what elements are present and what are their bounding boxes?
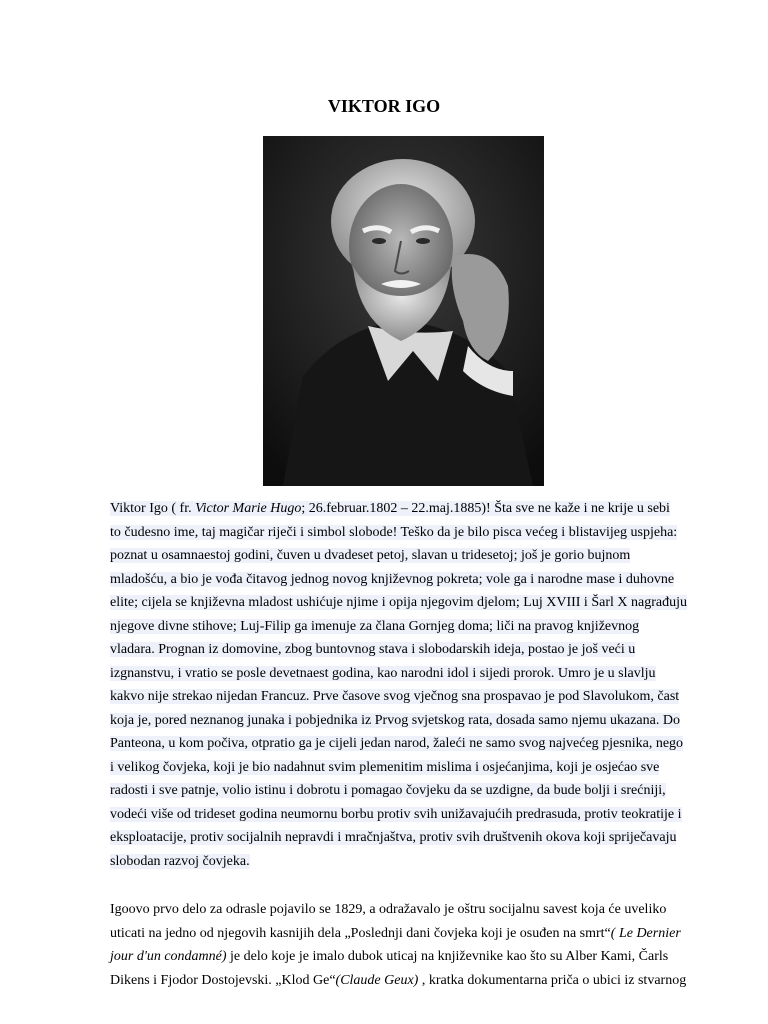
- portrait-photo-icon: [263, 136, 544, 486]
- text-line: [110, 685, 698, 709]
- text-segment: uticati na jedno od njegovih kasnijih dela „Poslednji dani čovjeka koji je osuđen na smrt“: [110, 925, 611, 941]
- text-segment: Igoovo prvo delo za odrasle pojavilo se 1829, a odražavalo je oštru socijalnu savest koja će uveliko: [110, 902, 667, 917]
- text-segment: (Claude Geux): [335, 972, 419, 988]
- text-line: [110, 615, 698, 639]
- paragraph-first-work: [110, 898, 698, 992]
- text-line: [110, 591, 698, 615]
- text-segment: izgnanstvu, i vratio se posle devetnaest godina, kao narodni idol i sijedi prorok. Umro je u slavlju: [110, 665, 656, 681]
- text-segment: Victor Marie Hugo: [195, 501, 302, 516]
- text-segment: Viktor Igo ( fr.: [110, 501, 196, 516]
- text-segment: poznat u osamnaestoj godini, čuven u dvadeset petoj, slavan u tridesetoj; još je gorio bujnom: [110, 548, 631, 563]
- text-line: [110, 497, 698, 521]
- text-line: [110, 826, 698, 850]
- text-segment: koja je, pored neznanog junaka i pobjednika iz Prvog svjetskog rata, dosada samo njemu ukazana. Do: [110, 712, 680, 728]
- text-segment: Panteona, u kom počiva, otpratio ga je cijeli jedan narod, žaleći ne samo svog najvećeg pjesnika, nego: [110, 736, 684, 751]
- text-segment: Dikens i Fjodor Dostojevski. „Klod Ge“: [110, 972, 336, 988]
- text-line: [110, 803, 698, 827]
- text-line: [110, 521, 698, 545]
- text-segment: to čudesno ime, taj magičar riječi i simbol slobode! Teško da je bilo pisca većeg i blistavijeg uspjeha:: [110, 524, 678, 540]
- text-segment: njegove divne stihove; Luj-Filip ga imenuje za člana Gornjeg doma; liči na pravog književnog: [110, 618, 640, 634]
- text-segment: vodeći više od trideset godina neumornu borbu protiv svih unižavajućih predrasuda, protiv teokratije i: [110, 806, 682, 822]
- text-line: [110, 732, 698, 756]
- text-segment: i velikog čovjeka, koji je bio nadahnut svim plemenitim mislima i osjećanjima, koji je osjećao sve: [110, 759, 660, 775]
- paragraph-biography: [110, 497, 698, 873]
- text-segment: jour d'un condamné): [110, 949, 227, 964]
- text-segment: radosti i sve patnje, volio istinu i dobrotu i pomagao čovjeku da se uzdigne, da bude bolji i srećniji,: [110, 783, 666, 798]
- text-line: [110, 945, 698, 969]
- text-segment: , kratka dokumentarna priča o ubici iz stvarnog: [418, 972, 687, 988]
- text-line: [110, 662, 698, 686]
- text-line: [110, 568, 698, 592]
- text-line: [110, 850, 698, 874]
- text-line: [110, 638, 698, 662]
- text-line: [110, 756, 698, 780]
- text-segment: mladošću, a bio je vođa čitavog jednog novog književnog pokreta; vole ga i narodne mase i duhovne: [110, 571, 675, 587]
- text-segment: elite; cijela se književna mladost ushićuje njime i opija njegovim djelom; Luj XVIII i Šarl X nagrađuju: [110, 595, 687, 610]
- text-segment: ( Le Dernier: [610, 925, 681, 941]
- text-segment: eksploatacije, protiv socijalnih nepravdi i mračnjaštva, protiv svih društvenih okova koji spriječavaju: [110, 830, 677, 845]
- text-segment: slobodan razvoj čovjeka.: [110, 853, 250, 869]
- text-line: [110, 922, 698, 946]
- text-segment: kakvo nije strekao nijedan Francuz. Prve časove svog vječnog sna prospavao je pod Slavolukom, čast: [110, 689, 680, 704]
- text-segment: je delo koje je imalo dubok uticaj na književnike kao što su Alber Kami, Čarls: [226, 949, 669, 964]
- text-line: [110, 969, 698, 993]
- text-segment: vladara. Prognan iz domovine, zbog buntovnog stava i slobodarskih ideja, postao je još veći u: [110, 642, 636, 657]
- text-line: [110, 779, 698, 803]
- page-title: VIKTOR IGO: [327, 96, 441, 116]
- text-line: [110, 709, 698, 733]
- text-segment: ; 26.februar.1802 – 22.maj.1885)! Šta sve ne kaže i ne krije u sebi: [301, 501, 670, 516]
- text-line: [110, 898, 698, 922]
- text-line: [110, 544, 698, 568]
